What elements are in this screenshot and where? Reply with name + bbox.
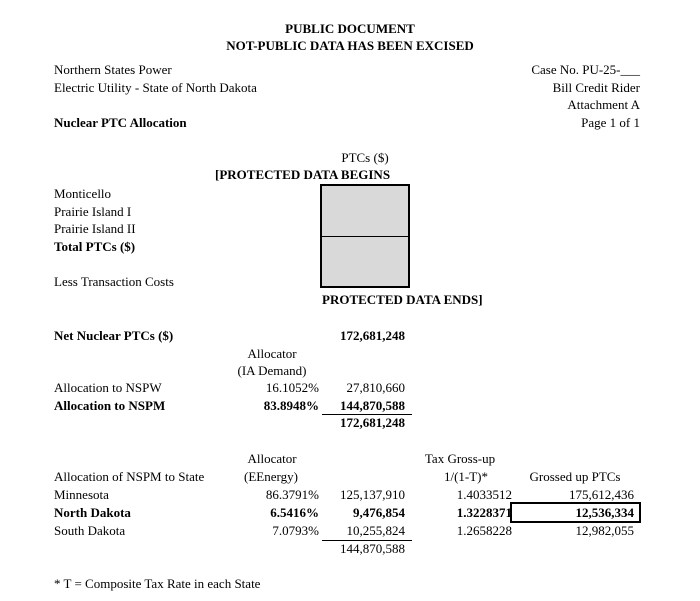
footnote: * T = Composite Tax Rate in each State — [54, 576, 261, 591]
state-row-minnesota-label: Minnesota — [54, 487, 109, 502]
section-title: Nuclear PTC Allocation — [54, 115, 187, 130]
net-nuclear-ptcs-label: Net Nuclear PTCs ($) — [54, 328, 174, 343]
case-number: Case No. PU-25-___ — [531, 62, 640, 77]
page-number: Page 1 of 1 — [581, 115, 640, 130]
state-row-north-dakota-amount: 9,476,854 — [353, 505, 405, 520]
protected-data-begins: [PROTECTED DATA BEGINS — [215, 167, 391, 182]
state-row-south-dakota-factor: 1.2658228 — [456, 523, 512, 538]
document-title-line2: NOT-PUBLIC DATA HAS BEEN EXCISED — [226, 38, 474, 53]
state-row-south-dakota-pct: 7.0793% — [272, 523, 319, 538]
state-row-south-dakota-label: South Dakota — [54, 523, 126, 538]
state-row-north-dakota-factor: 1.3228371 — [456, 505, 512, 520]
ptc-row-prairie-island-2: Prairie Island II — [54, 221, 136, 236]
allocation-nspw-amount: 27,810,660 — [346, 380, 405, 395]
state-row-minnesota-factor: 1.4033512 — [456, 487, 512, 502]
state-allocation-label: Allocation of NSPM to State — [54, 469, 205, 484]
less-transaction-costs: Less Transaction Costs — [54, 274, 174, 289]
utility-name: Electric Utility - State of North Dakota — [54, 80, 257, 95]
allocation-nspm-amount: 144,870,588 — [340, 398, 405, 413]
state-row-south-dakota-amount: 10,255,824 — [346, 523, 405, 538]
ptc-row-monticello: Monticello — [54, 186, 112, 201]
company-name: Northern States Power — [54, 62, 172, 77]
state-total: 144,870,588 — [340, 541, 405, 556]
allocator-header-energy-2: (EEnergy) — [244, 469, 298, 484]
redacted-box-divider — [322, 236, 408, 237]
rider-name: Bill Credit Rider — [552, 80, 640, 95]
protected-data-ends: PROTECTED DATA ENDS] — [322, 292, 483, 307]
allocation-nspm-label: Allocation to NSPM — [54, 398, 166, 413]
tax-grossup-header-1: Tax Gross-up — [424, 451, 496, 466]
grossed-up-ptcs-header: Grossed up PTCs — [529, 469, 621, 484]
ptc-column-header: PTCs ($) — [341, 150, 389, 165]
document-title-line1: PUBLIC DOCUMENT — [285, 21, 415, 36]
state-row-minnesota-amount: 125,137,910 — [340, 487, 405, 502]
state-row-north-dakota-pct: 6.5416% — [270, 505, 319, 520]
state-row-north-dakota-label: North Dakota — [54, 505, 131, 520]
allocation-nspm-pct: 83.8948% — [263, 398, 319, 413]
net-nuclear-ptcs-value: 172,681,248 — [340, 328, 405, 343]
allocator-header-ia-2: (IA Demand) — [237, 363, 307, 378]
allocator-header-energy-1: Allocator — [247, 451, 297, 466]
state-row-minnesota-grossed: 175,612,436 — [569, 487, 634, 502]
allocator-header-ia-1: Allocator — [247, 346, 297, 361]
state-row-minnesota-pct: 86.3791% — [265, 487, 319, 502]
allocation-nspw-label: Allocation to NSPW — [54, 380, 162, 395]
tax-grossup-header-2: 1/(1-T)* — [443, 469, 489, 484]
ptc-row-prairie-island-1: Prairie Island I — [54, 204, 132, 219]
ptc-row-total: Total PTCs ($) — [54, 239, 136, 254]
redacted-data-box — [320, 184, 410, 288]
attachment-label: Attachment A — [567, 97, 640, 112]
state-row-south-dakota-grossed: 12,982,055 — [575, 523, 634, 538]
allocation-total: 172,681,248 — [340, 415, 405, 430]
allocation-nspw-pct: 16.1052% — [265, 380, 319, 395]
state-row-north-dakota-grossed: 12,536,334 — [575, 505, 634, 520]
